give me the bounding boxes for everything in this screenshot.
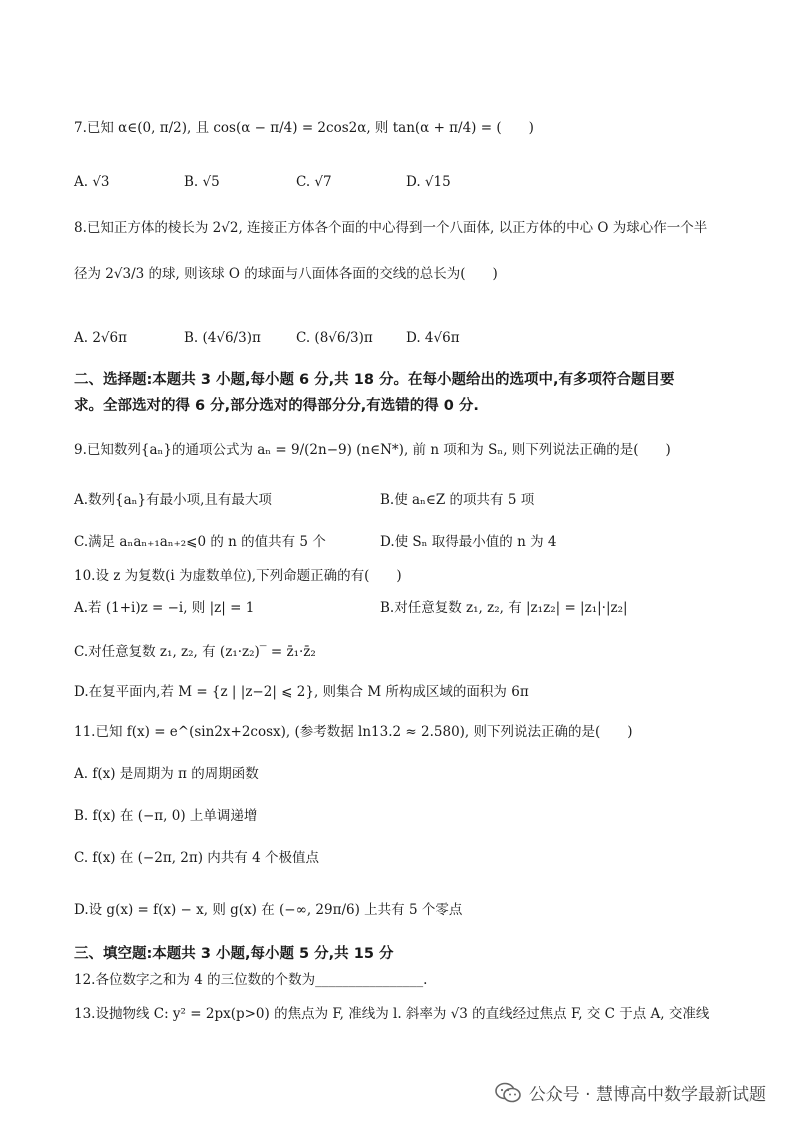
- q8-stem-line1: 8.已知正方体的棱长为 2√2, 连接正方体各个面的中心得到一个八面体, 以正方体的中心 O 为球心作一个半: [74, 220, 708, 236]
- q9-option-d: D.使 Sₙ 取得最小值的 n 为 4: [380, 534, 557, 550]
- section3-heading: 三、填空题:本题共 3 小题,每小题 5 分,共 15 分: [74, 946, 394, 962]
- q7-option-b: B. √5: [184, 174, 220, 190]
- q9-option-a: A.数列{aₙ}有最小项,且有最大项: [74, 492, 272, 508]
- q10-option-a: A.若 (1+i)z = −i, 则 |z| = 1: [74, 600, 255, 616]
- q12-stem: 12.各位数字之和为 4 的三位数的个数为________________.: [74, 972, 428, 988]
- wechat-icon: [495, 1082, 521, 1104]
- q11-stem: 11.已知 f(x) = e^(sin2x+2cosx), (参考数据 ln13.2 ≈ 2.580), 则下列说法正确的是( ): [74, 724, 633, 740]
- q8-option-a: A. 2√6π: [74, 330, 127, 346]
- q9-option-c: C.满足 aₙaₙ₊₁aₙ₊₂⩽0 的 n 的值共有 5 个: [74, 534, 326, 550]
- q7-stem: 7.已知 α∈(0, π/2), 且 cos(α − π/4) = 2cos2α, 则 tan(α + π/4) = ( ): [74, 120, 534, 136]
- q11-option-b: B. f(x) 在 (−π, 0) 上单调递增: [74, 808, 258, 824]
- q10-option-b: B.对任意复数 z₁, z₂, 有 |z₁z₂| = |z₁|·|z₂|: [380, 600, 628, 616]
- q8-option-c: C. (8√6/3)π: [296, 330, 373, 346]
- section2-heading-line1: 二、选择题:本题共 3 小题,每小题 6 分,共 18 分。在每小题给出的选项中,有多项符合题目要: [74, 372, 675, 388]
- q11-option-a: A. f(x) 是周期为 π 的周期函数: [74, 766, 259, 782]
- watermark: [495, 1080, 766, 1105]
- q7-option-d: D. √15: [406, 174, 451, 190]
- q7-option-c: C. √7: [296, 174, 332, 190]
- q7-option-a: A. √3: [74, 174, 110, 190]
- q13-stem: 13.设抛物线 C: y² = 2px(p>0) 的焦点为 F, 准线为 l. 斜率为 √3 的直线经过焦点 F, 交 C 于点 A, 交准线: [74, 1006, 710, 1022]
- q10-stem: 10.设 z 为复数(i 为虚数单位),下列命题正确的有( ): [74, 568, 402, 584]
- q11-option-c: C. f(x) 在 (−2π, 2π) 内共有 4 个极值点: [74, 850, 319, 866]
- q8-option-d: D. 4√6π: [406, 330, 460, 346]
- q9-option-b: B.使 aₙ∈Z 的项共有 5 项: [380, 492, 535, 508]
- q11-option-d: D.设 g(x) = f(x) − x, 则 g(x) 在 (−∞, 29π/6) 上共有 5 个零点: [74, 902, 463, 918]
- q9-stem: 9.已知数列{aₙ}的通项公式为 aₙ = 9/(2n−9) (n∈N*), 前 n 项和为 Sₙ, 则下列说法正确的是( ): [74, 442, 671, 458]
- watermark-text: 公众号 · 慧博高中数学最新试题: [528, 1085, 766, 1105]
- q10-option-d: D.在复平面内,若 M = {z | |z−2| ⩽ 2}, 则集合 M 所构成区域的面积为 6π: [74, 684, 529, 700]
- q8-option-b: B. (4√6/3)π: [184, 330, 261, 346]
- q8-stem-line2: 径为 2√3/3 的球, 则该球 O 的球面与八面体各面的交线的总长为( ): [74, 266, 498, 282]
- section2-heading-line2: 求。全部选对的得 6 分,部分选对的得部分分,有选错的得 0 分.: [74, 398, 479, 414]
- q10-option-c: C.对任意复数 z₁, z₂, 有 (z₁·z₂)‾ = z̄₁·z̄₂: [74, 644, 316, 660]
